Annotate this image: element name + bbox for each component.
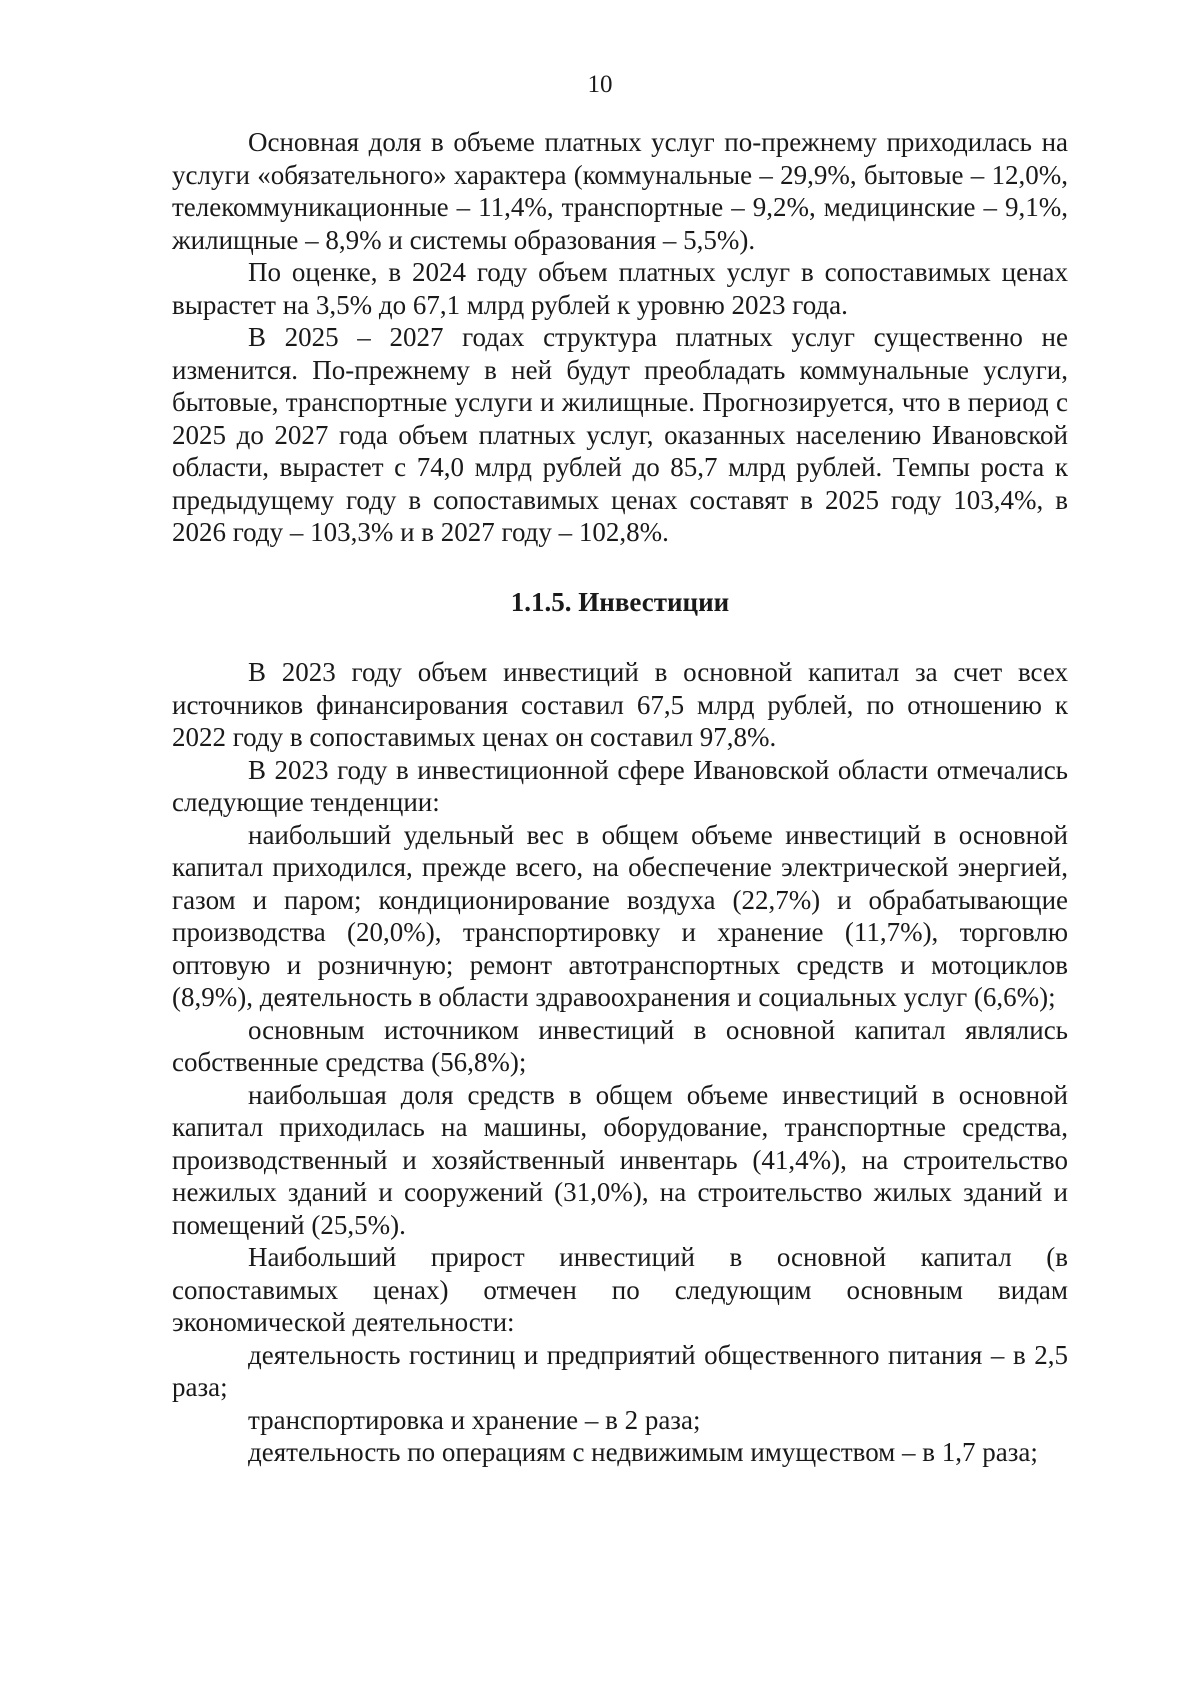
paragraph-largest-share-by-activity: наибольший удельный вес в общем объеме инвестиций в основной капитал приходился, прежде всего, на обеспечение электрической энергией, газом и паром; кондиционирование воздуха (22,7%) и обрабатывающие производства (20,0%), транспортировку и хранение (11,7%), торговлю оптовую и розничную; ремонт автотранспортных средств и мотоциклов (8,9%), деятельность в области здравоохранения и социальных услуг (6,6%); [172, 819, 1068, 1012]
spacer [172, 549, 1068, 586]
page-number: 10 [587, 71, 613, 98]
section-heading: 1.1.5. Инвестиции [510, 586, 730, 617]
paragraph-main-source: основным источником инвестиций в основной капитал являлись собственные средства (56,8%); [172, 1014, 1068, 1077]
paragraph-growth-transport: транспортировка и хранение – в 2 раза; [248, 1404, 701, 1435]
document-body [172, 126, 1068, 1469]
paragraph-services-forecast-2025-2027: В 2025 – 2027 годах структура платных услуг существенно не изменится. По-прежнему в ней будут преобладать коммунальные услуги, бытовые, транспортные услуги и жилищные. Прогнозируется, что в период с 2025 до 2027 года объем платных услуг, оказанных населению Ивановской области, вырастет с 74,0 млрд рублей до 85,7 млрд рублей. Темпы роста к предыдущему году в сопоставимых ценах составят в 2025 году 103,4%, в 2026 году – 103,3% и в 2027 году – 102,8%. [172, 322, 1068, 547]
paragraph-growth-real-estate: деятельность по операциям с недвижимым имуществом – в 1,7 раза; [248, 1437, 1038, 1467]
paragraph-growth-hotels: деятельность гостиниц и предприятий общественного питания – в 2,5 раза; [172, 1339, 1068, 1402]
spacer [172, 618, 1068, 656]
paragraph-services-estimate-2024: По оценке, в 2024 году объем платных услуг в сопоставимых ценах вырастет на 3,5% до 67,1 млрд рублей к уровню 2023 года. [172, 257, 1068, 320]
paragraph-investment-trends-intro: В 2023 году в инвестиционной сфере Ивановской области отмечались следующие тенденции: [172, 754, 1068, 817]
paragraph-services-structure: Основная доля в объеме платных услуг по-прежнему приходилась на услуги «обязательного» характера (коммунальные – 29,9%, бытовые – 12,0%, телекоммуникационные – 11,4%, транспортные – 9,2%, медицинские – 9,1%, жилищные – 8,9% и системы образования – 5,5%). [172, 127, 1068, 255]
paragraph-largest-share-by-asset: наибольшая доля средств в общем объеме инвестиций в основной капитал приходилась на машины, оборудование, транспортные средства, производственный и хозяйственный инвентарь (41,4%), на строительство нежилых зданий и сооружений (31,0%), на строительство жилых зданий и помещений (25,5%). [172, 1079, 1068, 1240]
paragraph-investment-volume-2023: В 2023 году объем инвестиций в основной капитал за счет всех источников финансирования составил 67,5 млрд рублей, по отношению к 2022 году в сопоставимых ценах он составил 97,8%. [172, 657, 1068, 752]
paragraph-growth-intro: Наибольший прирост инвестиций в основной капитал (в сопоставимых ценах) отмечен по следующим основным видам экономической деятельности: [172, 1242, 1068, 1337]
